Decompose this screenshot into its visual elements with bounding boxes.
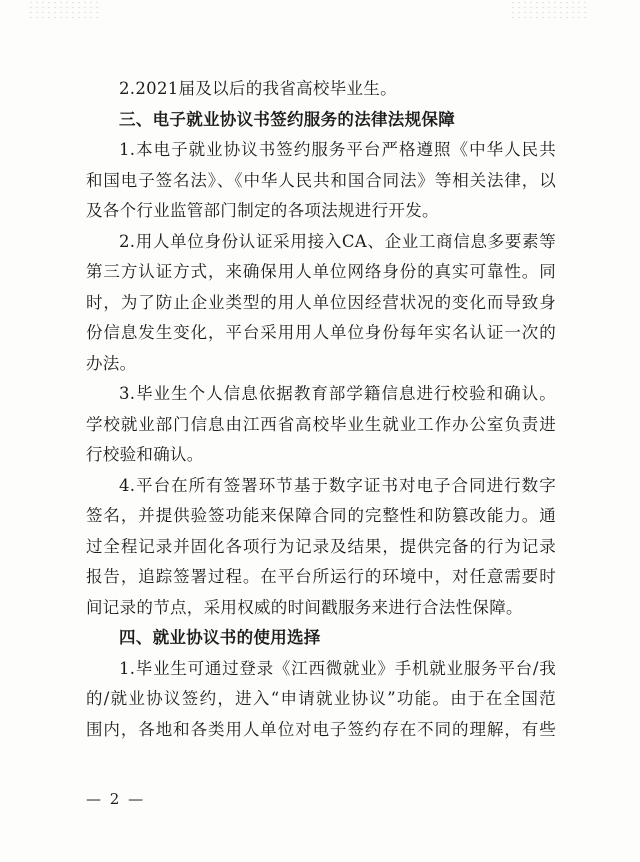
text-line: 3.毕业生个人信息依据教育部学籍信息进行校验和确认。 bbox=[119, 384, 556, 403]
text-line: 2.2021届及以后的我省高校毕业生。 bbox=[119, 79, 397, 98]
scan-noise-top-left bbox=[28, 0, 98, 20]
text-line: 时，为了防止企业类型的用人单位因经营状况的变化而导致身 bbox=[86, 292, 556, 312]
text-line: 学校就业部门信息由江西省高校毕业生就业工作办公室负责进 bbox=[86, 414, 556, 434]
text-line: 间记录的节点，采用权威的时间戳服务来进行合法性保障。 bbox=[86, 597, 523, 617]
text-line: 第三方认证方式，来确保用人单位网络身份的真实可靠性。同 bbox=[86, 262, 556, 281]
text-line: 过全程记录并固化各项行为记录及结果，提供完备的行为记录 bbox=[86, 536, 556, 556]
scan-noise-top-right bbox=[510, 0, 590, 20]
text-line: 2.用人单位身份认证采用接入CA、企业工商信息多要素等 bbox=[119, 231, 556, 251]
text-line: 报告，追踪签署过程。在平台所运行的环境中，对任意需要时 bbox=[86, 567, 556, 586]
text-line: 办法。 bbox=[86, 353, 137, 373]
text-line: 围内，各地和各类用人单位对电子签约存在不同的理解，有些 bbox=[86, 719, 556, 739]
text-line: 和国电子签名法》、《中华人民共和国合同法》等相关法律，以 bbox=[86, 170, 556, 190]
text-line: 1.本电子就业协议书签约服务平台严格遵照《中华人民共 bbox=[119, 140, 556, 159]
document-body bbox=[86, 74, 556, 745]
text-line: 1.毕业生可通过登录《江西微就业》手机就业服务平台/我 bbox=[119, 658, 556, 678]
text-line: 签名，并提供验签功能来保障合同的完整性和防篡改能力。通 bbox=[86, 506, 556, 525]
text-line: 及各个行业监管部门制定的各项法规进行开发。 bbox=[86, 201, 439, 220]
section-heading: 四、就业协议书的使用选择 bbox=[119, 628, 321, 647]
text-line: 行校验和确认。 bbox=[86, 445, 204, 464]
page-number: — 2 — bbox=[86, 790, 146, 808]
section-heading: 三、电子就业协议书签约服务的法律法规保障 bbox=[119, 109, 455, 129]
text-line: 4.平台在所有签署环节基于数字证书对电子合同进行数字 bbox=[119, 475, 556, 495]
text-line: 的/就业协议签约，进入“申请就业协议”功能。由于在全国范 bbox=[86, 689, 556, 708]
text-line: 份信息发生变化，平台采用用人单位身份每年实名认证一次的 bbox=[86, 323, 556, 342]
